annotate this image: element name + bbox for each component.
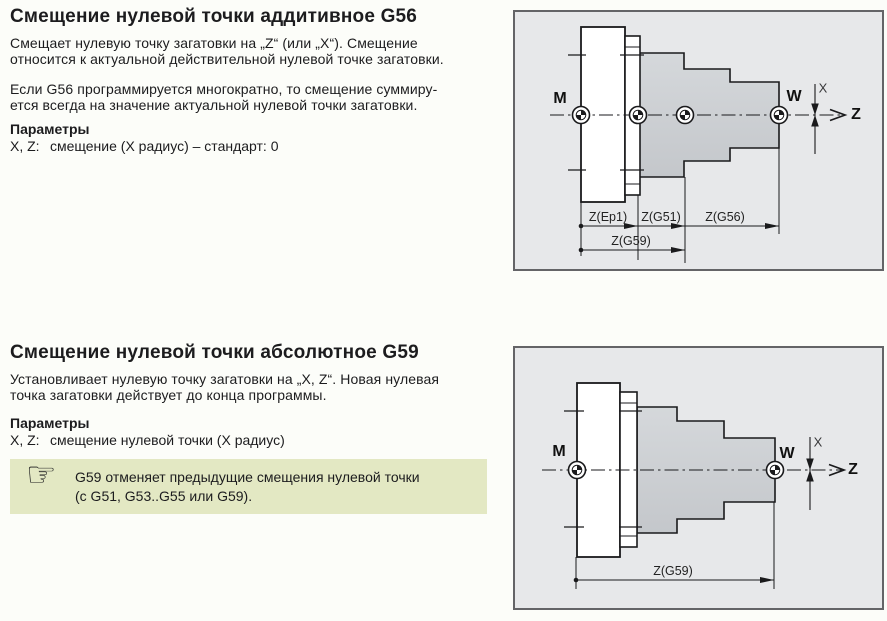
workpiece-zero-label: W (786, 88, 802, 105)
g59-params-heading: Параметры (10, 415, 90, 431)
param-value: смещение нулевой точки (X радиус) (50, 432, 285, 448)
text-line: относится к актуальной действительной нулевой точке загатовки. (10, 50, 444, 67)
section-title-g59: Смещение нулевой точки абсолютное G59 (10, 342, 419, 363)
z-axis-label: Z (848, 461, 858, 478)
dim-label-g59: Z(G59) (611, 234, 651, 248)
param-key: X, Z: (10, 138, 40, 154)
z-axis-label: Z (851, 106, 861, 123)
workpiece-zero-label: W (779, 445, 795, 462)
param-value: смещение (X радиус) – стандарт: 0 (50, 138, 279, 154)
section-title-g56: Смещение нулевой точки аддитивное G56 (10, 6, 418, 27)
x-axis-label: X (818, 80, 828, 96)
param-key: X, Z: (10, 432, 40, 448)
text-line: ется всегда на значение актуальной нулевой точки загатовки. (10, 96, 418, 113)
note-text (75, 468, 420, 506)
pointing-hand-icon: ☞ (26, 456, 57, 494)
text-line: G59 отменяет предыдущие смещения нулевой точки (75, 469, 420, 485)
machine-zero-label: M (552, 443, 566, 460)
lathe-diagram-g56-drawing (515, 12, 882, 269)
dim-label-g51: Z(G51) (641, 210, 681, 224)
machine-zero-label: M (553, 90, 567, 107)
text-line: Если G56 программируется многократно, то смещение суммиру- (10, 81, 438, 97)
lathe-diagram-g59-drawing (515, 348, 882, 608)
dim-label-g56: Z(G56) (705, 210, 745, 224)
dim-label-ep1: Z(Ep1) (588, 210, 628, 224)
g59-params-line (10, 432, 285, 448)
text-line: Смещает нулевую точку загатовки на „Z“ (или „X“). Смещение (10, 35, 418, 51)
g56-paragraph-2 (10, 82, 437, 114)
g56-params-heading: Параметры (10, 121, 90, 137)
diagram-g56 (513, 10, 884, 271)
g59-paragraph-1 (10, 372, 439, 404)
dim-label-g59: Z(G59) (653, 564, 693, 578)
g56-params-line (10, 138, 279, 154)
x-axis-label: X (813, 434, 823, 450)
diagram-g59 (513, 346, 884, 610)
text-line: Установливает нулевую точку загатовки на „X, Z“. Новая нулевая (10, 371, 440, 387)
note-box (10, 456, 487, 514)
text-line: (с G51, G53..G55 или G59). (75, 488, 253, 504)
g56-paragraph-1 (10, 36, 444, 68)
text-line: точка загатовки действует до конца программы. (10, 386, 327, 403)
